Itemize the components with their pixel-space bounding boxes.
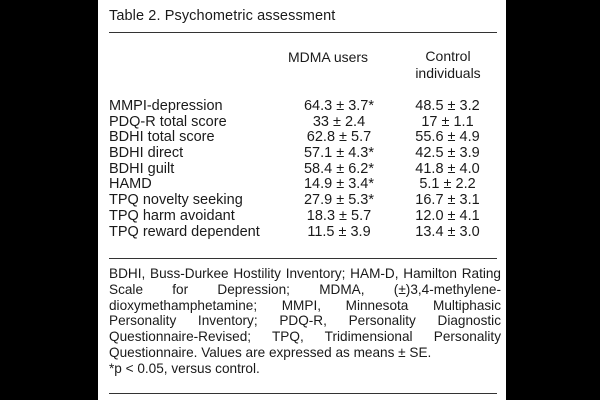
mdma-value: 33 ± 2.4	[312, 113, 366, 130]
table-row	[109, 115, 501, 131]
document-page	[98, 0, 506, 400]
abbreviations-note: BDHI, Buss-Durkee Hostility Inventory; HAM-D, Hamilton Rating Scale for Depression; MDMA, (±)3,4-methylene-dioxymethamphetamine; MMPI, Minnesota Multiphasic Personality Inventory; PDQ-R, Personality Diagnostic Questionnaire-Revised; TPQ, Tridimensional Personality Questionnaire. Values are expressed as means ± SE.	[109, 266, 501, 360]
row-label: TPQ novelty seeking	[109, 192, 243, 209]
row-label: TPQ harm avoidant	[109, 207, 235, 224]
control-value: 41.8 ± 4.0	[415, 160, 480, 177]
table-body	[109, 99, 501, 240]
control-value: 55.6 ± 4.9	[415, 129, 480, 146]
mdma-value: 58.4 ± 6.2*	[303, 160, 375, 177]
control-value: 42.5 ± 3.9	[415, 145, 480, 162]
row-label: TPQ reward dependent	[109, 223, 260, 240]
significance-note: *p < 0.05, versus control.	[109, 360, 260, 376]
table-row	[109, 177, 501, 193]
column-header-control-individuals: Control individuals	[415, 48, 481, 81]
row-label: HAMD	[109, 176, 152, 193]
mdma-value: 64.3 ± 3.7*	[303, 98, 375, 114]
table-row	[109, 193, 501, 209]
table-footnote	[109, 266, 501, 377]
column-header-mdma-users: MDMA users	[287, 49, 369, 65]
footnote-bottom-rule	[109, 393, 497, 394]
table-row	[109, 225, 501, 241]
control-value: 17 ± 1.1	[421, 113, 474, 130]
row-label: BDHI guilt	[109, 160, 175, 177]
mdma-value: 62.8 ± 5.7	[306, 129, 372, 146]
mdma-value: 11.5 ± 3.9	[307, 223, 371, 240]
table-row	[109, 209, 501, 225]
mdma-value: 57.1 ± 4.3*	[303, 145, 375, 162]
table-bottom-rule	[109, 258, 497, 259]
control-value: 5.1 ± 2.2	[419, 176, 476, 193]
table-row	[109, 99, 501, 115]
row-label: BDHI direct	[109, 145, 184, 162]
table-row	[109, 146, 501, 162]
table-title: Table 2. Psychometric assessment	[109, 8, 336, 24]
table-row	[109, 162, 501, 178]
table-row	[109, 130, 501, 146]
row-label: MMPI-depression	[109, 98, 223, 114]
control-value: 16.7 ± 3.1	[415, 192, 480, 209]
mdma-value: 14.9 ± 3.4*	[303, 176, 375, 193]
row-label: PDQ-R total score	[109, 113, 227, 130]
mdma-value: 18.3 ± 5.7	[306, 207, 372, 224]
row-label: BDHI total score	[109, 129, 215, 146]
control-value: 12.0 ± 4.1	[415, 207, 480, 224]
control-value: 13.4 ± 3.0	[415, 223, 480, 240]
mdma-value: 27.9 ± 5.3*	[303, 192, 375, 209]
control-value: 48.5 ± 3.2	[415, 98, 480, 114]
top-rule	[109, 32, 497, 33]
